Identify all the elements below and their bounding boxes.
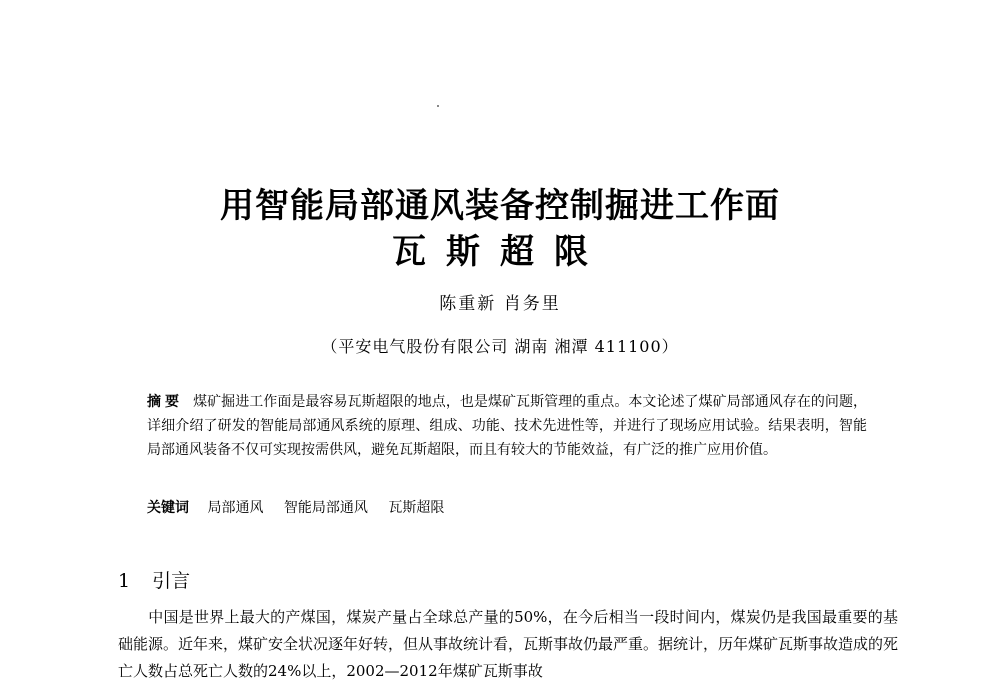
abstract: [147, 390, 867, 462]
keyword: 局部通风: [207, 500, 264, 516]
abstract-label: 摘要: [147, 394, 184, 410]
section-heading: [118, 566, 190, 593]
keywords-label: 关键词: [147, 500, 189, 516]
affiliation: （平安电气股份有限公司 湖南 湘潭 411100）: [321, 337, 679, 356]
paper-title-line-1: 用智能局部通风装备控制掘进工作面: [220, 186, 780, 226]
section-number: 1: [118, 570, 131, 592]
body-paragraph-text: 中国是世界上最大的产煤国，煤炭产量占全球总产量的50%，在今后相当一段时间内，煤炭仍是我国最重要的基础能源。近年来，煤矿安全状况逐年好转，但从事故统计看，瓦斯事故仍最严重。据统计，历年煤矿瓦斯事故造成的死亡人数占总死亡人数的24%以上，2002—2012年煤矿瓦斯事故: [118, 608, 899, 680]
paper-title-line-2: 瓦斯超限: [392, 232, 608, 272]
keyword: 瓦斯超限: [388, 500, 445, 516]
abstract-text: 煤矿掘进工作面是最容易瓦斯超限的地点，也是煤矿瓦斯管理的重点。本文论述了煤矿局部通风存在的问题，详细介绍了研发的智能局部通风系统的原理、组成、功能、技术先进性等，并进行了现场应用试验。结果表明，智能局部通风装备不仅可实现按需供风，避免瓦斯超限，而且有较大的节能效益，有广泛的推广应用价值。: [147, 394, 868, 458]
keywords: [147, 497, 460, 517]
authors: 陈重新 肖务里: [439, 294, 561, 314]
section-title: 引言: [152, 570, 191, 592]
body-paragraph: [118, 604, 898, 685]
keyword: 智能局部通风: [283, 500, 368, 516]
scan-speck: [437, 105, 439, 107]
